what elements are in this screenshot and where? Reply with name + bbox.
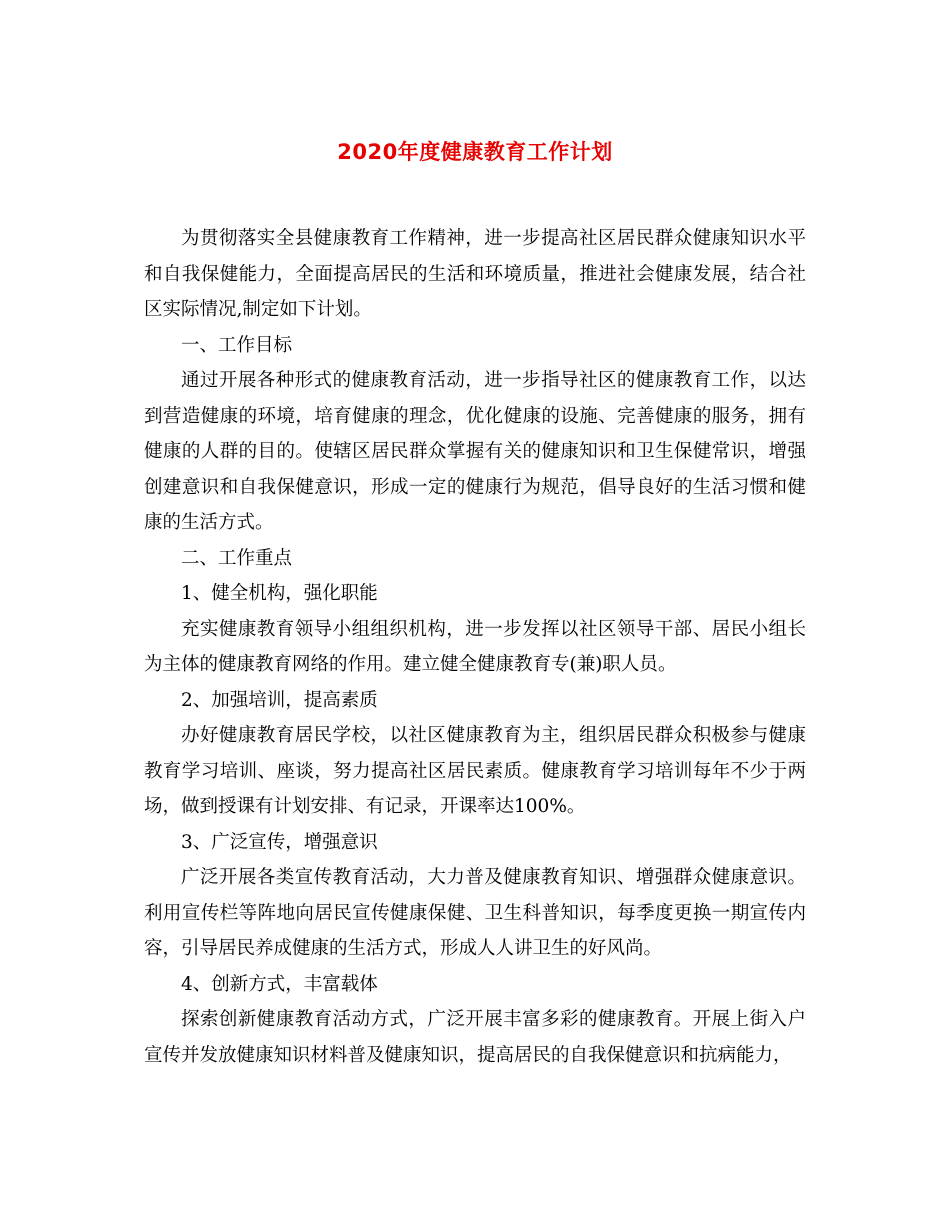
section-heading-focus: 二、工作重点 [181, 547, 293, 569]
section-heading-goals: 一、工作目标 [181, 334, 293, 356]
organization-paragraph: 充实健康教育领导小组组织机构，进一步发挥以社区领导干部、居民小组长为主体的健康教育网络的作用。建立健全健康教育专(兼)职人员。 [144, 618, 806, 675]
subheading-training: 2、加强培训，提高素质 [181, 689, 378, 711]
innovation-paragraph: 探索创新健康教育活动方式，广泛开展丰富多彩的健康教育。开展上街入户宣传并发放健康知识材料普及健康知识，提高居民的自我保健意识和抗病能力， [144, 1009, 806, 1066]
goals-paragraph: 通过开展各种形式的健康教育活动，进一步指导社区的健康教育工作，以达到营造健康的环境，培育健康的理念，优化健康的设施、完善健康的服务，拥有健康的人群的目的。使辖区居民群众掌握有关的健康知识和卫生保健常识，增强创建意识和自我保健意识，形成一定的健康行为规范，倡导良好的生活习惯和健康的生活方式。 [144, 370, 806, 533]
subheading-innovation: 4、创新方式，丰富载体 [181, 973, 378, 995]
intro-paragraph: 为贯彻落实全县健康教育工作精神，进一步提高社区居民群众健康知识水平和自我保健能力，全面提高居民的生活和环境质量，推进社会健康发展，结合社区实际情况,制定如下计划。 [144, 228, 806, 320]
document-body [144, 221, 806, 1073]
training-paragraph: 办好健康教育居民学校，以社区健康教育为主，组织居民群众积极参与健康教育学习培训、座谈，努力提高社区居民素质。健康教育学习培训每年不少于两场，做到授课有计划安排、有记录，开课率达100%。 [144, 725, 806, 817]
document-title: 2020年度健康教育工作计划 [337, 140, 613, 164]
subheading-organization: 1、健全机构，强化职能 [181, 583, 378, 604]
subheading-publicity: 3、广泛宣传，增强意识 [181, 831, 378, 853]
publicity-paragraph: 广泛开展各类宣传教育活动，大力普及健康教育知识、增强群众健康意识。利用宣传栏等阵地向居民宣传健康保健、卫生科普知识，每季度更换一期宣传内容，引导居民养成健康的生活方式，形成人人讲卫生的好风尚。 [144, 867, 806, 959]
